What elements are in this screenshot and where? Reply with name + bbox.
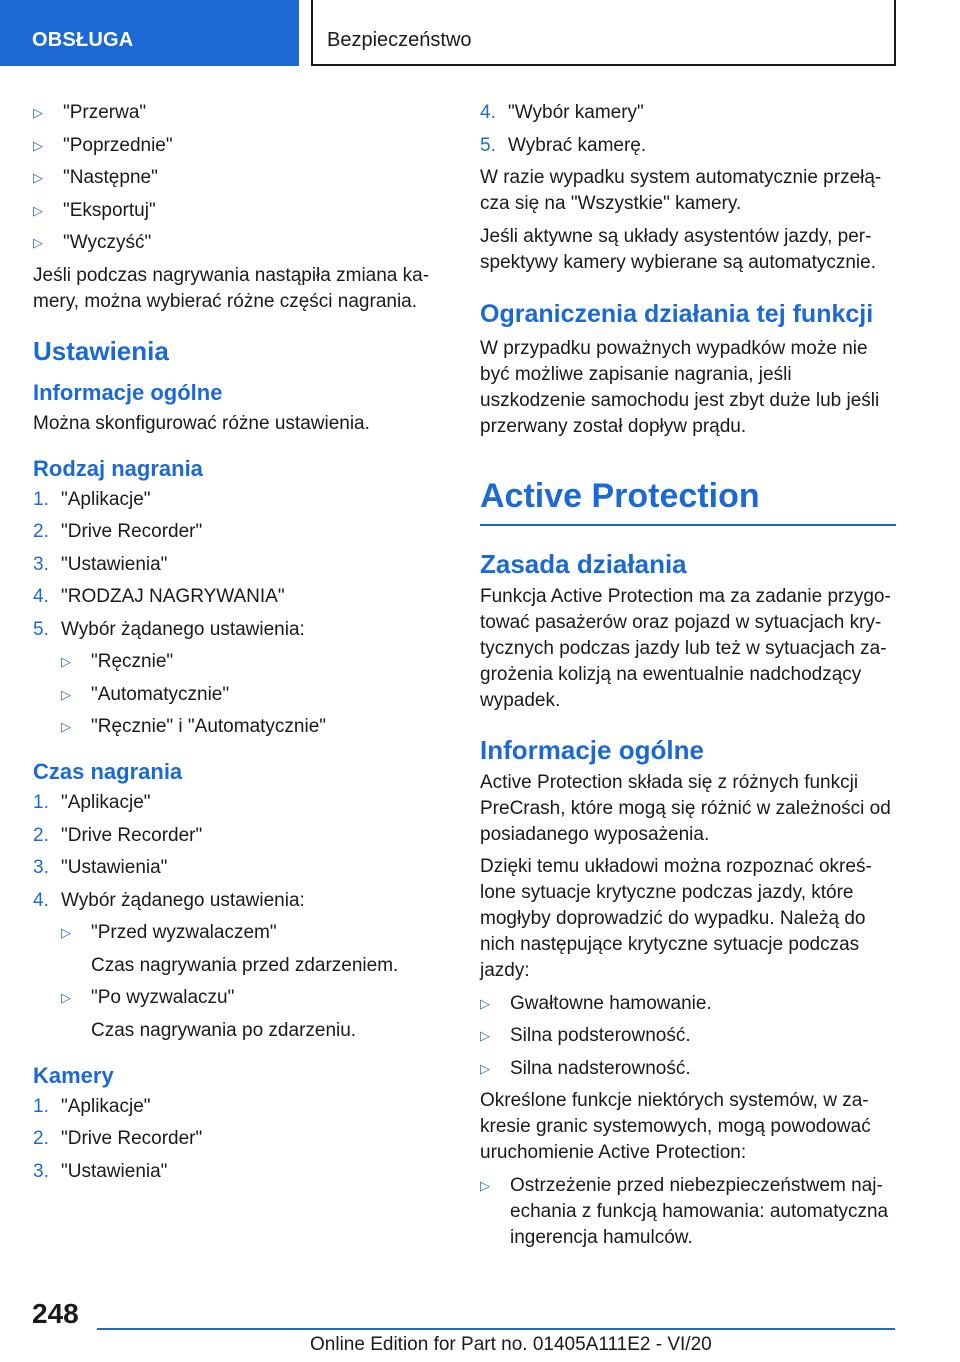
option-note: Czas nagrywania po zdarzeniu.	[91, 1019, 357, 1041]
general-info-heading: Informacje ogólne	[480, 734, 704, 765]
triangle-bullet-icon: ▷	[480, 1028, 490, 1043]
principle-heading: Zasada działania	[480, 548, 687, 579]
triangle-bullet-icon: ▷	[33, 170, 43, 185]
camera-paragraph: Jeśli aktywne są układy asystentów jazdy, per-spektywy kamery wybierane są automatycznie.	[480, 225, 876, 273]
triangle-bullet-icon: ▷	[61, 654, 71, 669]
principle-text: Funkcja Active Protection ma za zadanie przygo-tować pasażerów oraz pojazd w sytuacjach kry-tycznych podczas jazdy lub też w sytuacjach za-grożenia kolizją na ewentualnie nadchodzący wypadek.	[480, 585, 891, 711]
footer-divider	[97, 1328, 895, 1330]
list-item: ▷ "Wyczyść"	[33, 230, 453, 256]
triangle-bullet-icon: ▷	[33, 137, 43, 153]
general-info-text: Można skonfigurować różne ustawienia.	[33, 412, 370, 434]
step-item: 4. "Wybór kamery"	[480, 102, 644, 123]
section-tab[interactable]: OBSŁUGA	[0, 0, 299, 66]
option-item: ▷ "Ręcznie" i "Automatycznie"	[33, 714, 453, 740]
situation-item: ▷ Silna podsterowność.	[480, 1023, 896, 1049]
triangle-bullet-icon: ▷	[480, 1177, 490, 1193]
step-item: 1. "Aplikacje"	[33, 1095, 151, 1117]
info-paragraph: Dzięki temu układowi można rozpoznać okreś-lone sytuacje krytyczne podczas jazdy, które mogłyby doprowadzić do wypadku. Należą do nich następujące krytyczne sytuacje podczas jazdy:	[480, 856, 872, 981]
recording-type-heading: Rodzaj nagrania	[33, 455, 203, 481]
list-item: ▷ "Przerwa"	[33, 100, 453, 126]
page-header	[0, 0, 960, 66]
triangle-bullet-icon: ▷	[61, 719, 71, 734]
settings-heading: Ustawienia	[33, 335, 169, 366]
edition-note: Online Edition for Part no. 01405A111E2 - VI/20	[310, 1334, 712, 1355]
chapter-title: Bezpieczeństwo	[311, 0, 896, 66]
option-item: ▷ "Automatycznie"	[33, 682, 453, 708]
active-protection-heading: Active Protection	[480, 474, 896, 526]
triangle-bullet-icon: ▷	[61, 686, 71, 702]
cameras-heading: Kamery	[33, 1062, 114, 1088]
step-item: 3. "Ustawienia"	[33, 1160, 168, 1182]
step-item: 2. "Drive Recorder"	[33, 521, 203, 542]
situation-item: ▷ Gwałtowne hamowanie.	[480, 991, 896, 1017]
step-item: 1. "Aplikacje"	[33, 488, 151, 510]
triangle-bullet-icon: ▷	[33, 202, 43, 218]
list-item: ▷ "Poprzednie"	[33, 133, 453, 159]
step-item: 4. Wybór żądanego ustawienia:	[33, 889, 305, 911]
step-item: 3. "Ustawienia"	[33, 553, 168, 575]
step-item: 2. "Drive Recorder"	[33, 824, 203, 846]
left-column	[33, 100, 453, 1191]
page-number: 248	[32, 1298, 79, 1329]
recording-time-heading: Czas nagrania	[33, 759, 183, 784]
option-item: ▷ "Ręcznie"	[33, 649, 453, 675]
triangle-bullet-icon: ▷	[480, 1060, 490, 1076]
trigger-item: ▷ Ostrzeżenie przed niebezpieczeństwem naj-echania z funkcją hamowania: automatyczna ingerencja hamulców.	[480, 1173, 896, 1251]
triangle-bullet-icon: ▷	[33, 235, 43, 250]
triangle-bullet-icon: ▷	[33, 105, 43, 120]
step-item: 4. "RODZAJ NAGRYWANIA"	[33, 586, 285, 607]
option-item: ▷ "Po wyzwalaczu"	[33, 985, 453, 1011]
right-column	[480, 100, 896, 1257]
info-paragraph: Active Protection składa się z różnych funkcji PreCrash, które mogą się różnić w zależności od posiadanego wyposażenia.	[480, 771, 891, 845]
intro-paragraph: Jeśli podczas nagrywania nastąpiła zmiana ka-mery, można wybierać różne części nagrania.	[33, 264, 430, 312]
step-item: 5. Wybrać kamerę.	[480, 134, 647, 156]
limits-text: W przypadku poważnych wypadków może nie być możliwe zapisanie nagrania, jeśli uszkodzenie samochodu jest zbyt duże lub jeśli przerwany został dopływ prądu.	[480, 337, 880, 437]
triangle-bullet-icon: ▷	[61, 990, 71, 1005]
step-item: 3. "Ustawienia"	[33, 857, 168, 878]
triangle-bullet-icon: ▷	[61, 925, 71, 940]
info-paragraph: Określone funkcje niektórych systemów, w za-kresie granic systemowych, mogą powodować uruchomienie Active Protection:	[480, 1090, 871, 1163]
step-item: 1. "Aplikacje"	[33, 792, 151, 813]
step-item: 2. "Drive Recorder"	[33, 1128, 203, 1149]
triangle-bullet-icon: ▷	[480, 995, 490, 1011]
camera-paragraph: W razie wypadku system automatycznie przełą-cza się na "Wszystkie" kamery.	[480, 167, 882, 214]
list-item: ▷ "Eksportuj"	[33, 198, 453, 224]
general-info-heading: Informacje ogólne	[33, 379, 223, 405]
list-item: ▷ "Następne"	[33, 165, 453, 191]
step-item: 5. Wybór żądanego ustawienia:	[33, 618, 305, 640]
option-item: ▷ "Przed wyzwalaczem"	[33, 920, 453, 946]
limits-heading: Ograniczenia działania tej funkcji	[480, 299, 874, 328]
situation-item: ▷ Silna nadsterowność.	[480, 1056, 896, 1082]
option-note: Czas nagrywania przed zdarzeniem.	[91, 954, 399, 976]
